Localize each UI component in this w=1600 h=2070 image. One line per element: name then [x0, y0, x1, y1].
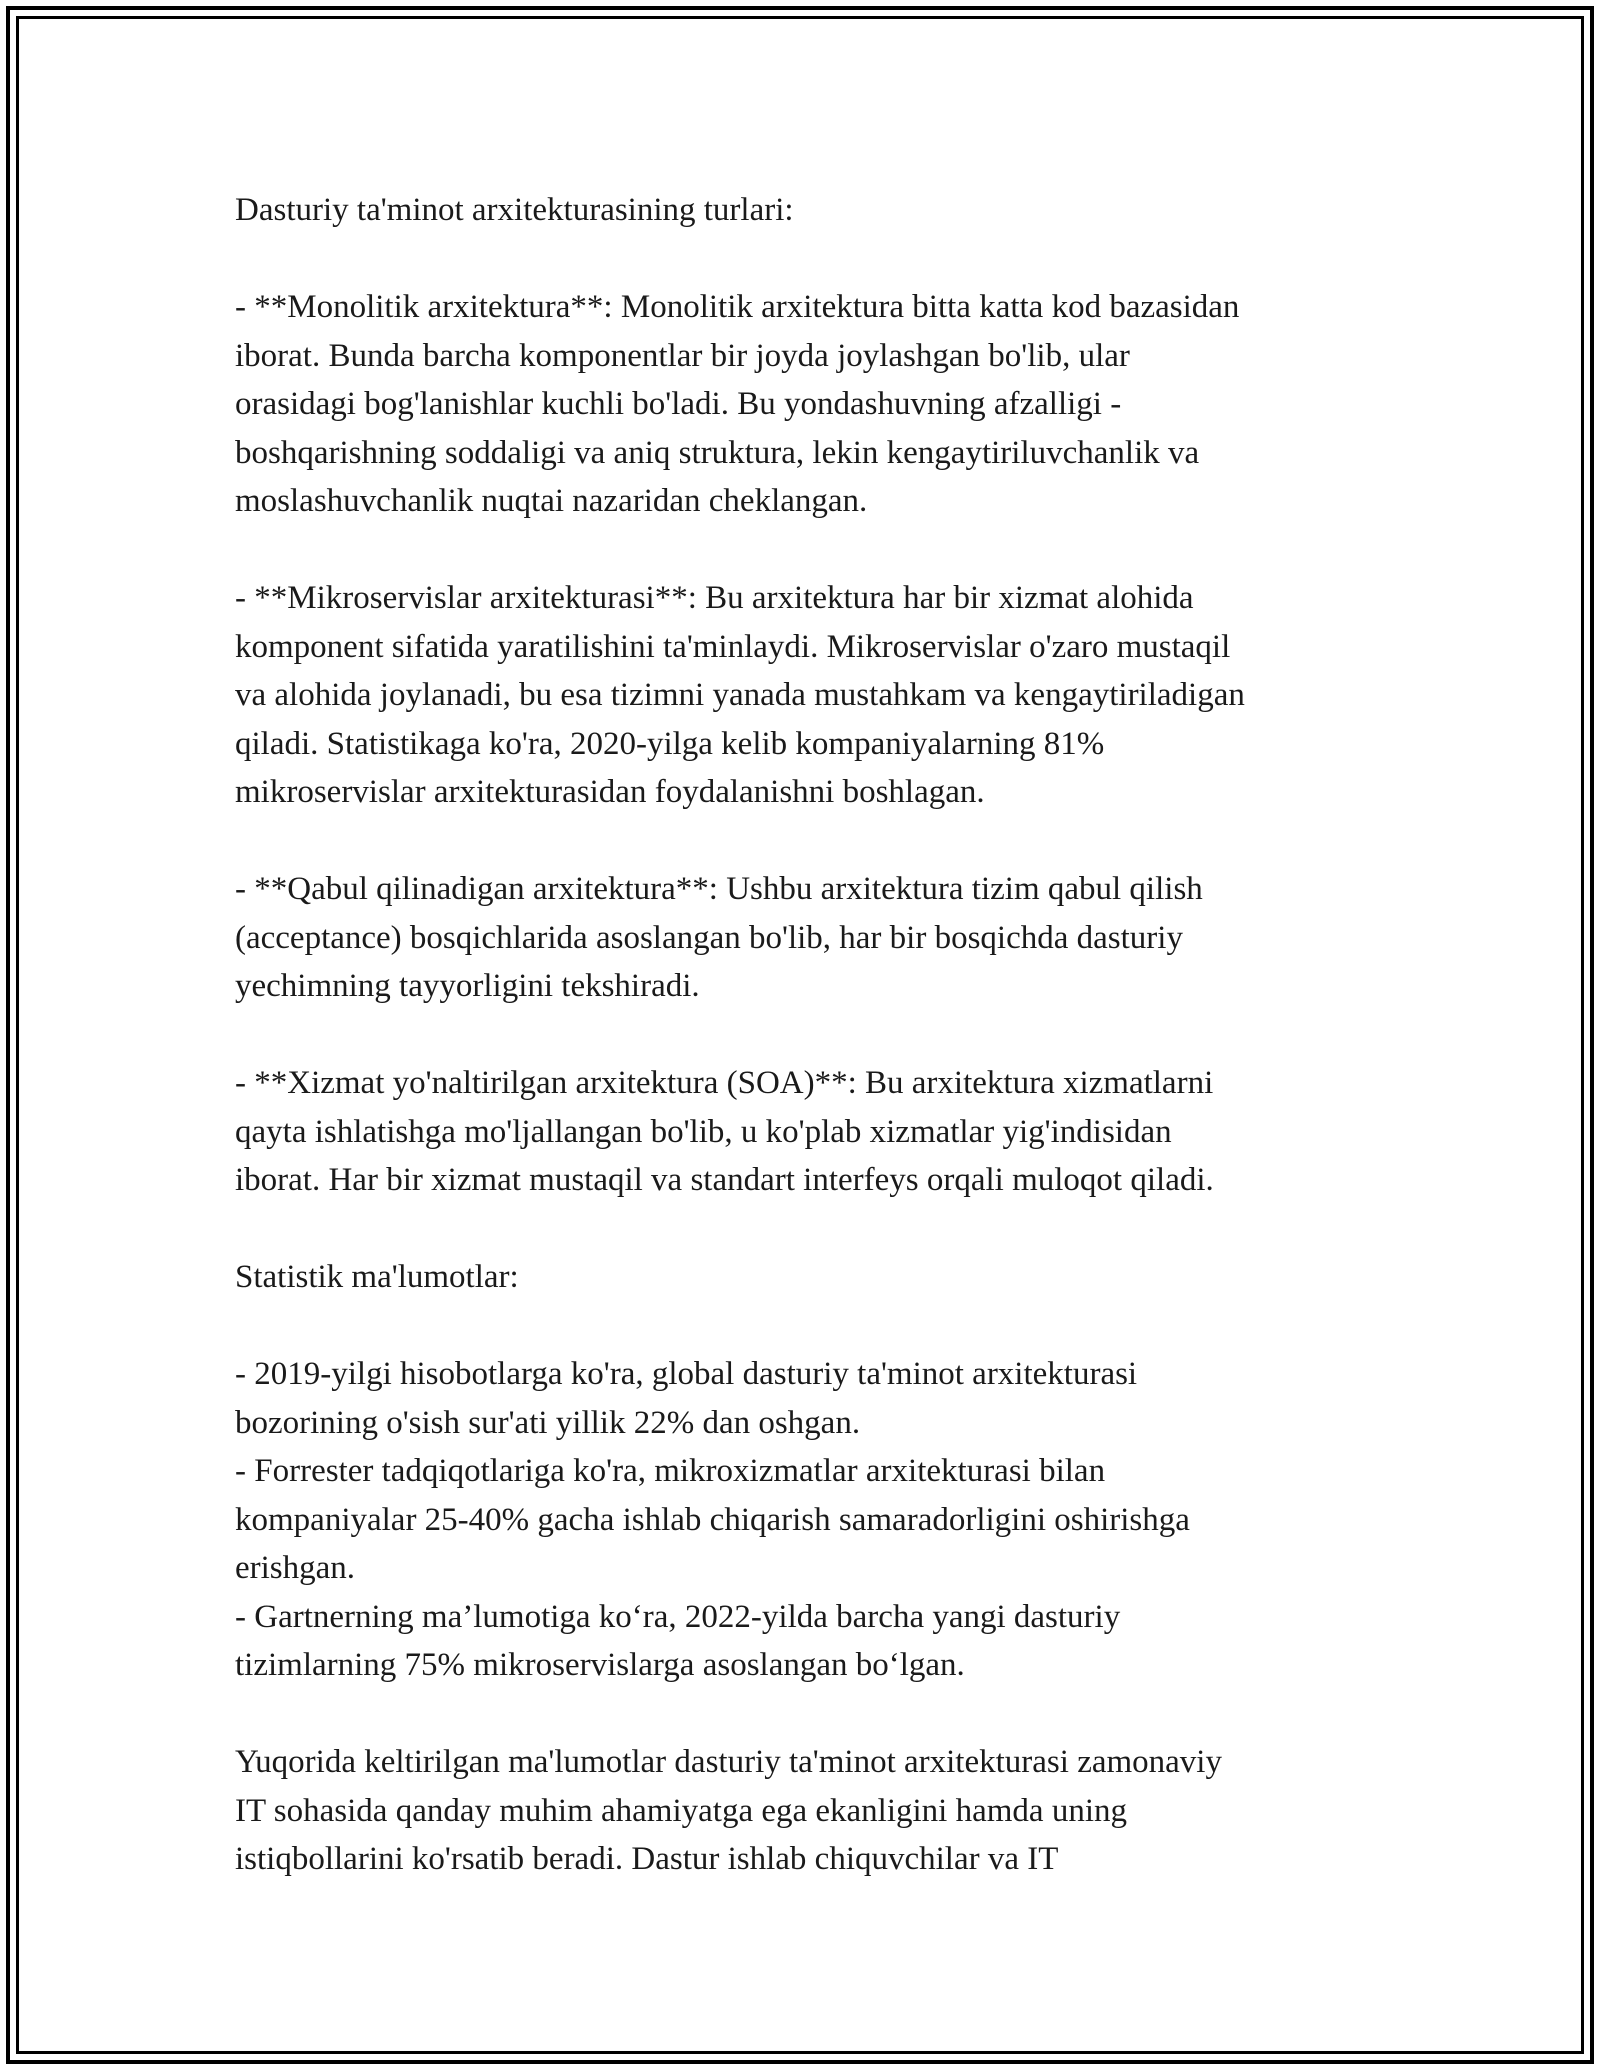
text-line: mikroservislar arxitekturasidan foydalanishni boshlagan.	[235, 774, 985, 810]
text-line: - **Qabul qilinadigan arxitektura**: Ushbu arxitektura tizim qabul qilish	[235, 871, 1203, 907]
text-line: - **Mikroservislar arxitekturasi**: Bu arxitektura har bir xizmat alohida	[235, 580, 1194, 616]
text-line: Statistik ma'lumotlar:	[235, 1259, 519, 1295]
text-line: - 2019-yilgi hisobotlarga ko'ra, global dasturiy ta'minot arxitekturasi	[235, 1356, 1138, 1392]
text-line: kompaniyalar 25-40% gacha ishlab chiqarish samaradorligini oshirishga	[235, 1501, 1190, 1538]
document-body	[235, 186, 1375, 1932]
text-line: - Forrester tadqiqotlariga ko'ra, mikroxizmatlar arxitekturasi bilan	[235, 1453, 1106, 1489]
paragraph	[235, 1059, 1375, 1205]
text-line: moslashuvchanlik nuqtai nazaridan cheklangan.	[235, 483, 868, 519]
paragraph	[235, 574, 1375, 817]
text-line: bozorining o'sish sur'ati yillik 22% dan oshgan.	[235, 1404, 861, 1441]
paragraph	[235, 186, 1375, 235]
text-line: komponent sifatida yaratilishini ta'minlaydi. Mikroservislar o'zaro mustaqil	[235, 628, 1231, 665]
text-line: orasidagi bog'lanishlar kuchli bo'ladi. Bu yondashuvning afzalligi -	[235, 386, 1122, 422]
text-line: erishgan.	[235, 1550, 356, 1586]
paragraph	[235, 1350, 1375, 1690]
text-line: - **Monolitik arxitektura**: Monolitik arxitektura bitta katta kod bazasidan	[235, 289, 1240, 325]
text-line: qiladi. Statistikaga ko'ra, 2020-yilga kelib kompaniyalarning 81%	[235, 725, 1105, 762]
text-line: iborat. Har bir xizmat mustaqil va standart interfeys orqali muloqot qiladi.	[235, 1162, 1214, 1198]
text-line: boshqarishning soddaligi va aniq struktura, lekin kengaytiriluvchanlik va	[235, 434, 1200, 471]
text-line: Yuqorida keltirilgan ma'lumotlar dasturiy ta'minot arxitekturasi zamonaviy	[235, 1744, 1222, 1780]
text-line: Dasturiy ta'minot arxitekturasining turlari:	[235, 192, 794, 228]
text-line: yechimning tayyorligini tekshiradi.	[235, 968, 700, 1004]
paragraph	[235, 865, 1375, 1011]
text-line: - **Xizmat yo'naltirilgan arxitektura (SOA)**: Bu arxitektura xizmatlarni	[235, 1065, 1214, 1101]
paragraph	[235, 1253, 1375, 1302]
text-line: IT sohasida qanday muhim ahamiyatga ega ekanligini hamda uning	[235, 1792, 1127, 1829]
text-line: (acceptance) bosqichlarida asoslangan bo'lib, har bir bosqichda dasturiy	[235, 919, 1183, 956]
text-line: istiqbollarini ko'rsatib beradi. Dastur ishlab chiquvchilar va IT	[235, 1841, 1059, 1877]
paragraph	[235, 1738, 1375, 1884]
text-line: va alohida joylanadi, bu esa tizimni yanada mustahkam va kengaytiriladigan	[235, 677, 1245, 713]
text-line: tizimlarning 75% mikroservislarga asoslangan bo‘lgan.	[235, 1647, 965, 1683]
paragraph	[235, 283, 1375, 526]
text-line: iborat. Bunda barcha komponentlar bir joyda joylashgan bo'lib, ular	[235, 337, 1130, 374]
text-line: - Gartnerning ma’lumotiga ko‘ra, 2022-yilda barcha yangi dasturiy	[235, 1598, 1121, 1635]
text-line: qayta ishlatishga mo'ljallangan bo'lib, u ko'plab xizmatlar yig'indisidan	[235, 1113, 1172, 1150]
